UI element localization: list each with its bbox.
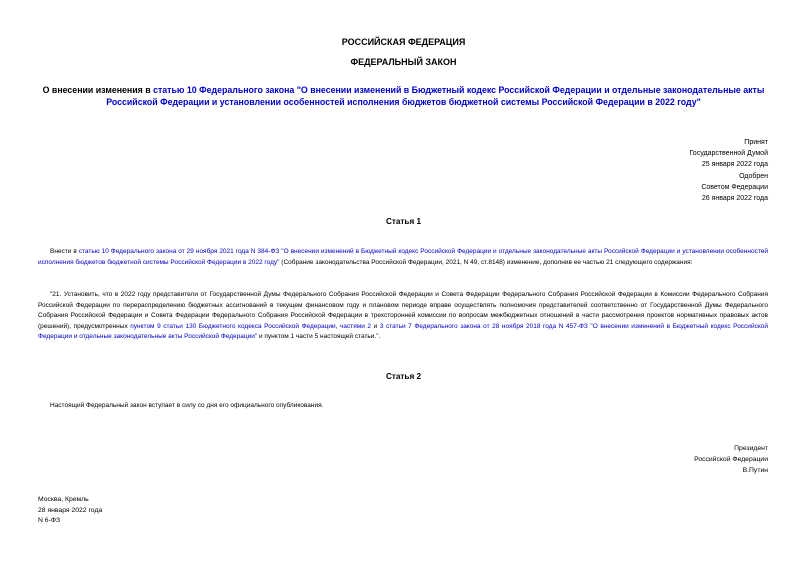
approved-by: Советом Федерации	[701, 183, 768, 191]
a1p2-sep2: и	[371, 322, 380, 330]
law-title	[25, 84, 782, 108]
a1p2-prefix: "21. Установить, что в 2022 году представители от Государственной Думы Федерального Собрания Российской Федерации и Совета Федерации Федерального Собрания Российской Федерации в Комиссии Федерального Собрания Российской Федерации по перераспределению бюджетных ассигнований в текущем финансовом году и плановом периоде вправе осуществлять полномочия представителей соответственно от Государственной Думы Федерального Собрания Российской Федерации и Совета Федерации Федерального Собрания Российской Федерации в трехсторонней комиссии по вопросам межбюджетных отношений в части рассмотрения проектов нормативных правовых актов (решений), предусмотренных	[38, 291, 768, 330]
adoption-block	[689, 137, 768, 204]
a1p1-prefix: Внести в	[50, 248, 79, 255]
approved-label: Одобрен	[739, 172, 768, 180]
adopted-date: 25 января 2022 года	[701, 161, 768, 169]
title-link[interactable]: статью 10 Федерального закона "О внесении изменений в Бюджетный кодекс Российской Федерации и отдельные законодательные акты Российской Федерации и установлении особенностей исполнения бюджетов бюджетной системы Российской Федерации в 2022 году"	[106, 85, 765, 107]
signature-name: В.Путин	[742, 467, 768, 474]
a1p2-sep1: ,	[335, 322, 340, 330]
signature-block	[694, 443, 768, 476]
country-heading: РОССИЙСКАЯ ФЕДЕРАЦИЯ	[341, 37, 466, 47]
law-number: N 6-ФЗ	[38, 517, 61, 525]
article-1-paragraph-2	[38, 290, 768, 343]
place-date: 28 января 2022 года	[38, 506, 103, 514]
law-type-heading: ФЕДЕРАЛЬНЫЙ ЗАКОН	[350, 57, 457, 67]
place-city: Москва, Кремль	[38, 496, 89, 503]
adopted-by: Государственной Думой	[689, 150, 768, 158]
article-1-paragraph-1	[38, 247, 768, 268]
place-block	[38, 495, 102, 527]
law-457fz-link[interactable]: 3 статьи 7 Федерального закона от 28 ноября 2018 года N 457-ФЗ "О внесении изменений в Бюджетный кодекс Российской Федерации и отдельные законодательные акты Российской Федерации"	[38, 322, 768, 341]
title-prefix: О внесении изменения в	[42, 85, 154, 95]
signature-title: Президент	[734, 445, 768, 452]
budget-code-link[interactable]: пунктом 9 статьи 130 Бюджетного кодекса Российской Федерации	[130, 322, 336, 330]
parts-2-link[interactable]: частями 2	[339, 322, 372, 330]
approved-date: 26 января 2022 года	[701, 195, 768, 203]
a1p1-suffix: (Собрание законодательства Российской Федерации, 2021, N 49, ст.8148) изменение, дополнив ее частью 21 следующего содержания:	[279, 258, 693, 266]
adopted-label: Принят	[744, 139, 768, 146]
signature-country: Российской Федерации	[694, 456, 768, 463]
a1p2-suffix: и пунктом 1 части 5 настоящей статьи.".	[257, 333, 381, 341]
law-384fz-link[interactable]: статью 10 Федерального закона от 29 ноября 2021 года N 384-ФЗ "О внесении изменений в Бюджетный кодекс Российской Федерации и отдельные законодательные акты Российской Федерации и установлении особенностей исполнения бюджетов бюджетной системы Российской Федерации в 2022 году"	[38, 248, 768, 266]
article-2-heading: Статья 2	[385, 372, 422, 381]
article-2-text: Настоящий Федеральный закон вступает в силу со дня его официального опубликования.	[50, 402, 324, 409]
article-1-heading: Статья 1	[385, 217, 422, 226]
